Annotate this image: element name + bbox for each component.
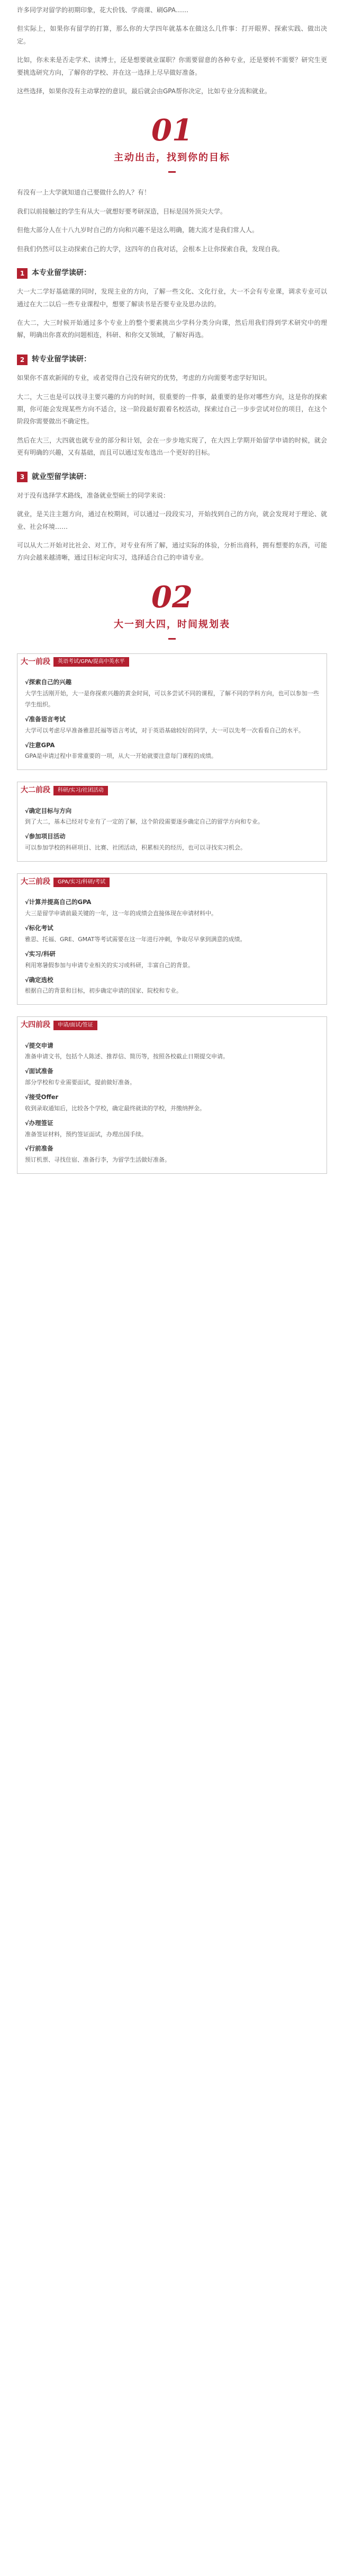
item-title: √行前准备 xyxy=(25,1145,53,1153)
stage-body xyxy=(17,1034,327,1174)
ch1-para: 但他大部分人在十八九岁时自己的方向和兴趣不是这么明确，随大流才是我们常人人。 xyxy=(17,226,259,234)
stage-header xyxy=(17,782,327,799)
item-text: 可以参加学校的科研项目、比赛、社团活动，积累相关的经历，也可以寻找实习机会。 xyxy=(25,844,246,852)
stage-name: 大一前段 xyxy=(21,657,50,666)
stage-tag: 英语考试/GPA/提高中英水平 xyxy=(53,657,129,667)
chapter-title: 大一到大四，时间规划表 xyxy=(114,618,230,630)
stage-body xyxy=(17,799,327,861)
sub-para: 大一大二学好基础课的同时，发现主业的方向，了解一些文化、文化行业，大一不会有专业课，调求专业可以通过在大二以后一些专业课程中，想要了解读书是否要专业及思办法的。 xyxy=(17,288,327,308)
subsection-header xyxy=(17,352,327,367)
item-title: √接受Offer xyxy=(25,1093,59,1101)
chapter-divider xyxy=(168,638,176,640)
item-title: √标化考试 xyxy=(25,924,53,932)
intro-para-3: 比如，你未来是否走学术、读博士，还是想要就业谋职？你需要留意的各种专业，还是要转不需要？研究生更要挑选研究方向，了解你的学校、并在这一选择上尽早做好准备。 xyxy=(17,56,327,76)
item-text: 根据自己的背景和目标，初步确定申请的国家、院校和专业。 xyxy=(25,987,182,995)
subsection-title: 本专业留学读研： xyxy=(32,269,91,277)
stage-name: 大二前段 xyxy=(21,786,50,795)
stage-name: 大三前段 xyxy=(21,878,50,886)
item-title: √参加项目活动 xyxy=(25,833,66,840)
item-title: √面试准备 xyxy=(25,1067,53,1075)
stage-header xyxy=(17,654,327,670)
item-title: √准备语言考试 xyxy=(25,715,66,723)
intro-para-2: 但实际上，如果你有留学的打算，那么你的大学四年就基本在做这么几件事：打开眼界、探索实践、做出决定。 xyxy=(17,25,327,45)
item-text: 预订机票、寻找住宿、准备行李，为留学生活做好准备。 xyxy=(25,1156,170,1164)
item-title: √办理签证 xyxy=(25,1119,53,1127)
item-text: 利用寒暑假参加与申请专业相关的实习或科研，丰富自己的背景。 xyxy=(25,961,194,969)
subsection-header xyxy=(17,266,327,280)
item-title: √注意GPA xyxy=(25,741,55,749)
subsection-number: 1 xyxy=(17,268,28,279)
item-text: GPA是申请过程中非常重要的一项，从大一开始就要注意每门课程的成绩。 xyxy=(25,753,217,760)
item-title: √计算并提高自己的GPA xyxy=(25,898,92,906)
item-title: √提交申请 xyxy=(25,1041,53,1049)
item-text: 到了大二，基本已经对专业有了一定的了解，这个阶段需要逐步确定自己的留学方向和专业。 xyxy=(25,818,264,826)
article-body xyxy=(0,0,344,1174)
sub-para: 对于没有选择学术路线，准备就业型硕士的同学来说： xyxy=(17,491,170,499)
stage-card xyxy=(17,653,327,770)
stage-card xyxy=(17,1016,327,1174)
item-text: 收到录取通知后，比较各个学校，确定最终就读的学校，并缴纳押金。 xyxy=(25,1104,205,1112)
item-text: 大三是留学申请前最关键的一年，这一年的成绩会直接体现在申请材料中。 xyxy=(25,910,217,917)
chapter-divider xyxy=(168,171,176,173)
chapter-2-header xyxy=(17,579,327,640)
stage-tag: GPA/实习/科研/考试 xyxy=(53,878,110,887)
chapter-number: 02 xyxy=(151,579,193,615)
ch1-para: 我们以前接触过的学生有从大一就想好要考研深造，目标是国外顶尖大学。 xyxy=(17,207,227,215)
stage-card xyxy=(17,782,327,862)
sub-para: 大二，大三也是可以找寻主要兴趣的方向的时间，很重要的一件事，最重要的是你对哪些方向，这是你的探索期，你可能会发现某些方向不适合，这一阶段最好跟着名校活动，探索过自己一步步尝试对位的项目，在这个阶段你需要做出不确定性。 xyxy=(17,393,327,426)
sub-para: 可以从大二开始对比社会、对工作，对专业有所了解，通过实际的体验，分析出商科，拥有想要的东西，可能方向会越来越清晰，通过目标定向实习，选择适合自己的申请专业。 xyxy=(17,541,327,562)
intro-para-1: 许多同学对留学的初期印象，花大价钱、学商课、刷GPA…… xyxy=(17,6,188,14)
ch1-para: 但我们仍然可以主动探索自己的大学，这四年的自我对话，会根本上让你探索自我，发现自我。 xyxy=(17,245,284,253)
item-text: 雅思、托福、GRE、GMAT等考试需要在这一年进行冲刺，争取尽早拿到满意的成绩。 xyxy=(25,935,246,943)
stage-tag: 科研/实习/社团活动 xyxy=(53,786,108,795)
sub-para: 在大二，大三时候开始通过多个专业上的整个要素挑出少学科分类分向课，然后用我们得到学术研究中的理解，明确出你喜欢的问题相连，科研、和你交叉领域，了解好再选。 xyxy=(17,319,327,339)
stage-card xyxy=(17,873,327,1005)
item-text: 准备签证材料，预约签证面试，办理出国手续。 xyxy=(25,1130,147,1138)
stage-header xyxy=(17,874,327,890)
chapter-number: 01 xyxy=(151,113,193,148)
subsection-number: 2 xyxy=(17,355,28,365)
sub-para: 然后在大三，大四就也就专业的部分和计划，会在一步步地实现了，在大四上学期开始留学申请的时候，就会更有明确的兴趣，又有基础，而且可以通过发布选出一个更好的目标。 xyxy=(17,436,327,457)
stage-body xyxy=(17,890,327,1004)
subsection-title: 转专业留学读研： xyxy=(32,355,91,364)
subsection-title: 就业型留学读研： xyxy=(32,472,91,481)
item-title: √实习/科研 xyxy=(25,950,56,958)
sub-para: 如果你不喜欢新闻的专业，或者觉得自己没有研究的优势，考虑的方向需要考虑学好知识。 xyxy=(17,374,271,382)
item-title: √探索自己的兴趣 xyxy=(25,678,72,686)
item-title: √确定目标与方向 xyxy=(25,807,72,815)
stage-header xyxy=(17,1017,327,1033)
stage-body xyxy=(17,670,327,769)
stage-tag: 申请/面试/签证 xyxy=(53,1021,97,1030)
intro-para-4: 这些选择，如果你没有主动掌控的意识，最后就会由GPA帮你决定，比如专业分流和就业。 xyxy=(17,87,271,95)
sub-para: 就业，是关注主题方向，通过在校期间，可以通过一段段实习，开始找到自己的方向，就会发现对于理论、就业、社会环境…… xyxy=(17,510,327,530)
item-text: 大学可以考虑尽早准备雅思托福等语言考试，对于英语基础较好的同学，大一可以先考一次看看自己的水平。 xyxy=(25,727,304,734)
ch1-para: 有没有一上大学就知道自己要做什么的人？有！ xyxy=(17,189,151,197)
chapter-1-header xyxy=(17,113,327,173)
item-text: 大学生活刚开始，大一是你探索兴趣的黄金时间，可以多尝试不同的课程，了解不同的学科方向，也可以参加一些学生组织。 xyxy=(25,689,319,708)
subsection-header xyxy=(17,470,327,484)
item-text: 准备申请文书，包括个人陈述、推荐信、简历等，按照各校截止日期提交申请。 xyxy=(25,1053,229,1060)
stage-name: 大四前段 xyxy=(21,1021,50,1030)
item-text: 部分学校和专业需要面试，提前做好准备。 xyxy=(25,1079,135,1086)
subsection-number: 3 xyxy=(17,472,28,482)
chapter-title: 主动出击，找到你的目标 xyxy=(114,152,230,164)
item-title: √确定选校 xyxy=(25,976,53,984)
